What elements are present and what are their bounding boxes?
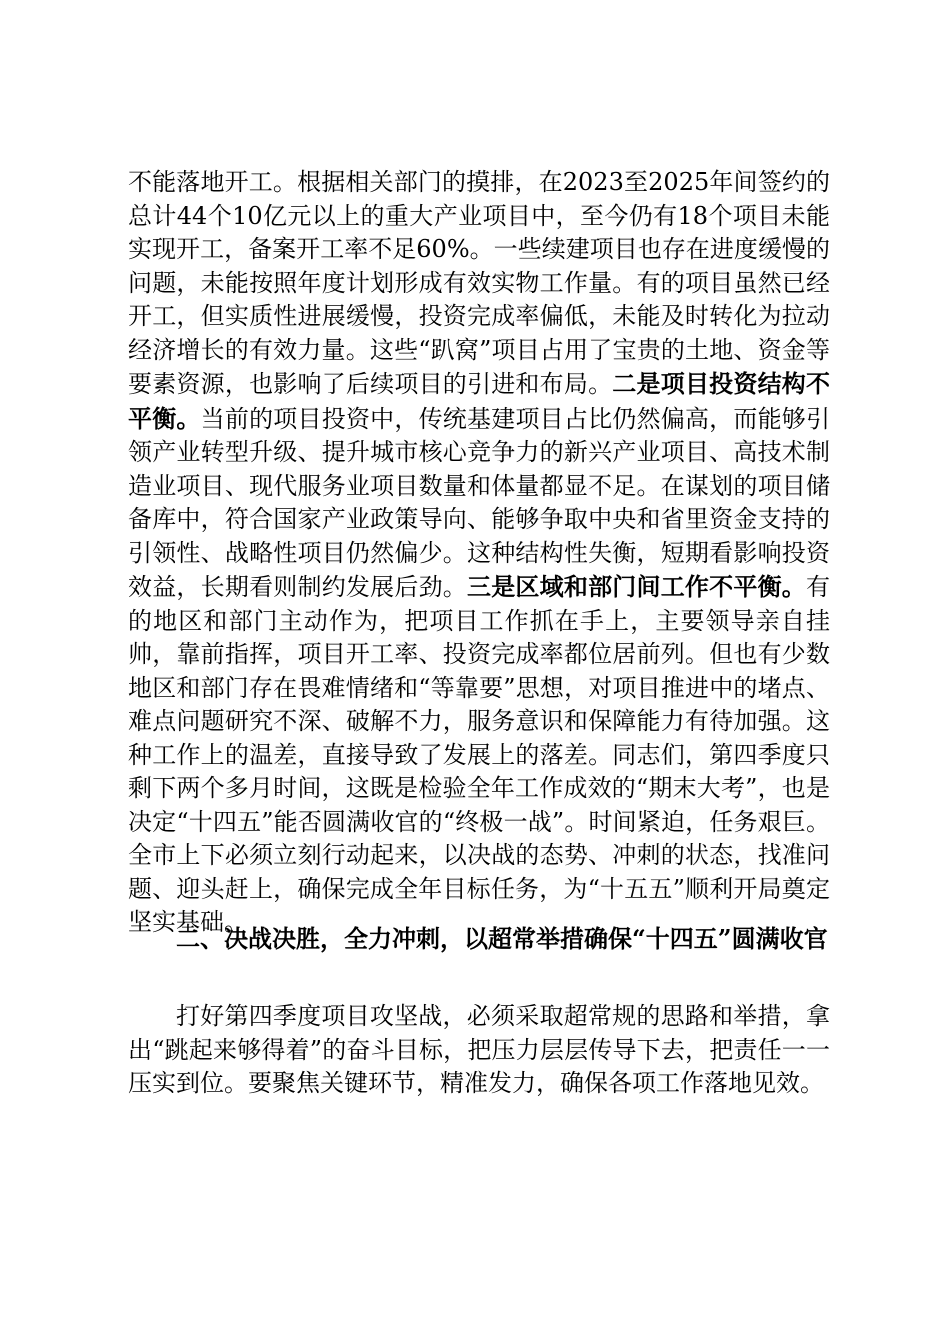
body-paragraph-1 bbox=[128, 166, 830, 940]
paragraph-1-text-b: 当前的项目投资中，传统基建项目占比仍然偏高，而能够引领产业转型升级、提升城市核心竞争力的新兴产业项目、高技术制造业项目、现代服务业项目数量和体量都显不足。在谋划的项目储备库中，符合国家产业政策导向、能够争取中央和省里资金支持的引领性、战略性项目仍然偏少。这种结构性失衡，短期看影响投资效益，长期看则制约发展后劲。 bbox=[128, 404, 831, 601]
point-three-heading: 三是区域和部门间工作不平衡。 bbox=[467, 572, 806, 601]
section-heading: 二、决战决胜，全力冲刺，以超常举措确保“十四五”圆满收官 bbox=[176, 924, 828, 953]
point-two-heading: 二是项目投资结构不平衡。 bbox=[128, 369, 831, 433]
body-paragraph-2: 打好第四季度项目攻坚战，必须采取超常规的思路和举措，拿出“跳起来够得着”的奋斗目标，把压力层层传导下去，把责任一一压实到位。要聚焦关键环节，精准发力，确保各项工作落地见效。 bbox=[128, 1002, 830, 1097]
paragraph-1-text-c: 有的地区和部门主动作为，把项目工作抓在手上，主要领导亲自挂帅，靠前指挥，项目开工率、投资完成率都位居前列。但也有少数地区和部门存在畏难情绪和“等靠要”思想，对项目推进中的堵点、难点问题研究不深、破解不力，服务意识和保障能力有待加强。这种工作上的温差，直接导致了发展上的落差。同志们，第四季度只剩下两个多月时间，这既是检验全年工作成效的“期末大考”，也是决定“十四五”能否圆满收官的“终极一战”。时间紧迫，任务艰巨。全市上下必须立刻行动起来，以决战的态势、冲刺的状态，找准问题、迎头赶上，确保完成全年目标任务，为“十五五”顺利开局奠定坚实基础。 bbox=[128, 573, 830, 936]
paragraph-1-text-a: 不能落地开工。根据相关部门的摸排，在2023至2025年间签约的总计44个10亿元以上的重大产业项目中，至今仍有18个项目未能实现开工，备案开工率不足60%。一些续建项目也存在进度缓慢的问题，未能按照年度计划形成有效实物工作量。有的项目虽然已经开工，但实质性进展缓慢，投资完成率偏低，未能及时转化为拉动经济增长的有效力量。这些“趴窝”项目占用了宝贵的土地、资金等要素资源，也影响了后续项目的引进和布局。 bbox=[128, 168, 830, 398]
